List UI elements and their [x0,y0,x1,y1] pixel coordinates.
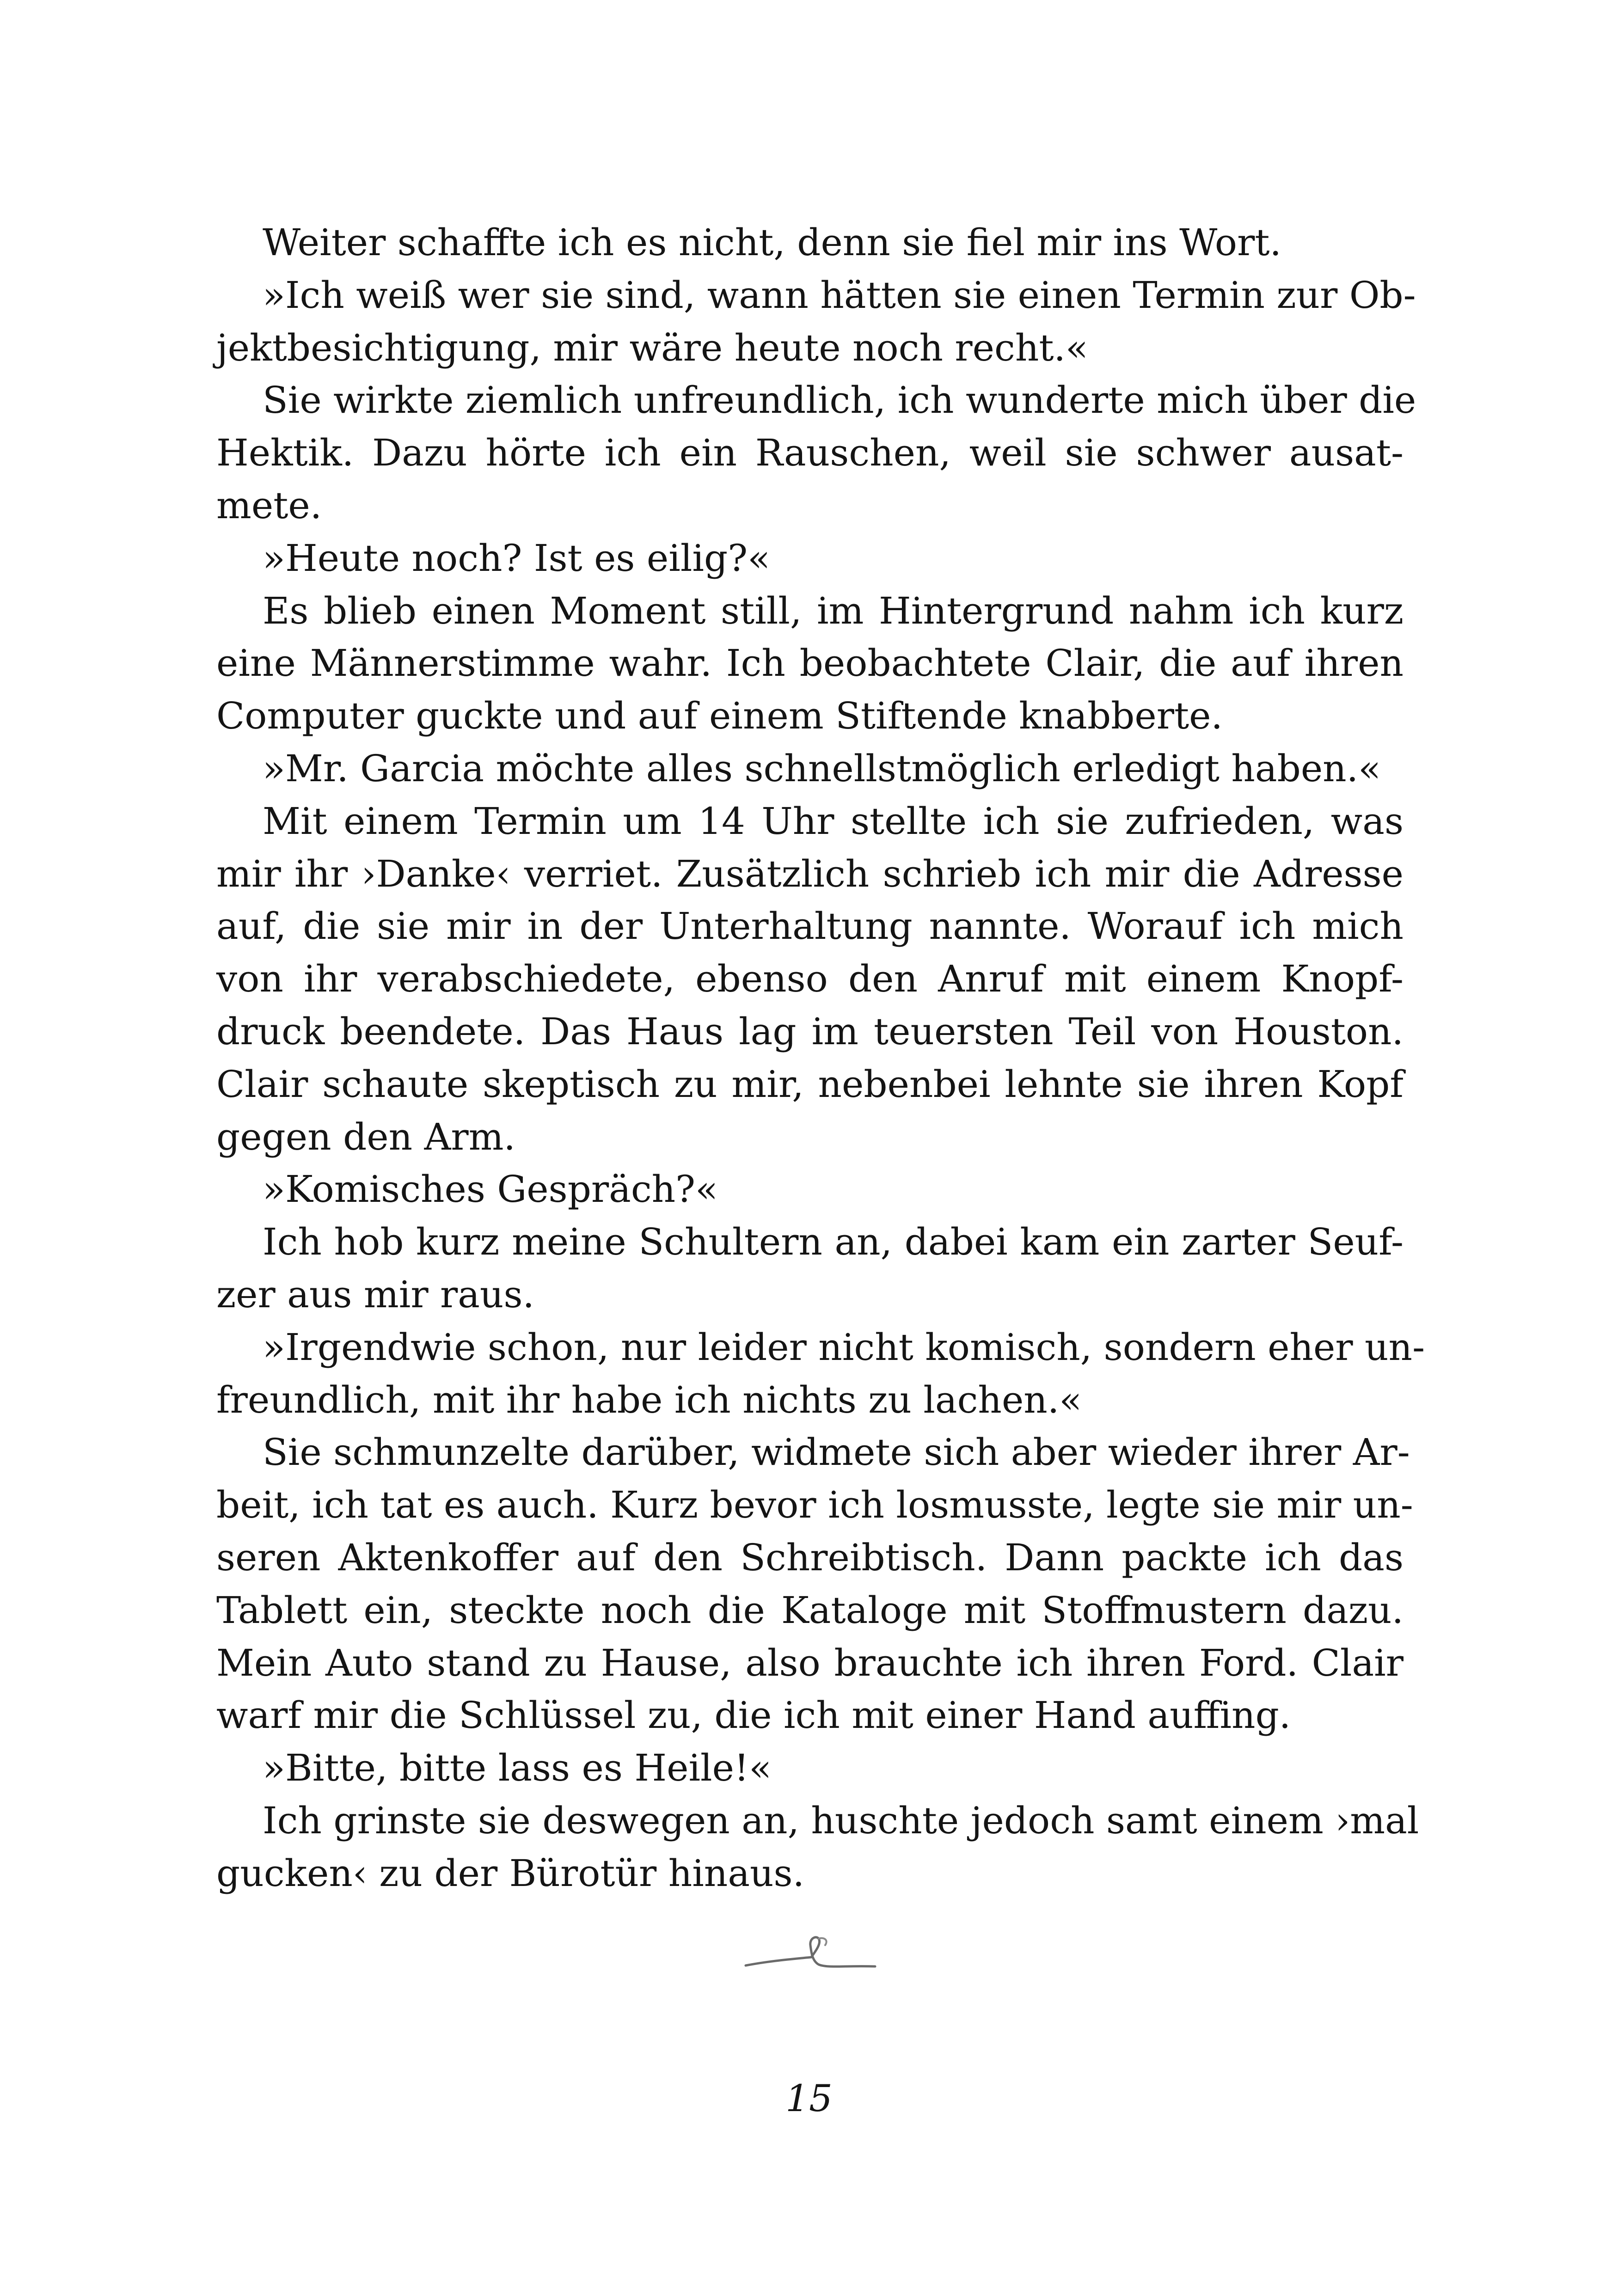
paragraph [216,216,1403,269]
text-line: Computer guckte und auf einem Stiftende knabberte. [216,694,1223,738]
paragraph [216,1742,1403,1794]
decorative-flourish-icon [742,1932,881,1974]
paragraph [216,269,1416,374]
text-line: mete. [216,484,322,527]
text-line: »Mr. Garcia möchte alles schnellstmöglich erledigt haben.« [263,747,1381,790]
text-line: Tablett ein, steckte noch die Kataloge mit Stoffmustern dazu. [216,1588,1403,1632]
text-line: jektbesichtigung, mir wäre heute noch recht.« [216,326,1088,369]
paragraph [216,1321,1425,1427]
text-line: Hektik. Dazu hörte ich ein Rauschen, weil sie schwer ausat- [216,431,1403,475]
paragraph [216,795,1403,1163]
text-line: »Bitte, bitte lass es Heile!« [263,1746,772,1790]
text-line: warf mir die Schlüssel zu, die ich mit einer Hand auffing. [216,1694,1291,1737]
text-line: Sie wirkte ziemlich unfreundlich, ich wunderte mich über die [263,379,1416,422]
text-line: seren Aktenkoffer auf den Schreibtisch. Dann packte ich das [216,1536,1403,1579]
paragraph [216,742,1403,795]
paragraph [216,1794,1419,1900]
text-line: zer aus mir raus. [216,1273,534,1316]
body-text [216,216,1425,1900]
text-line: gegen den Arm. [216,1115,515,1158]
text-line: »Heute noch? Ist es eilig?« [263,536,771,580]
paragraph [216,1216,1403,1321]
text-line: Clair schaute skeptisch zu mir, nebenbei lehnte sie ihren Kopf [216,1062,1403,1106]
text-line: »Ich weiß wer sie sind, wann hätten sie einen Termin zur Ob- [263,273,1416,317]
text-line: Mit einem Termin um 14 Uhr stellte ich sie zufrieden, was [263,799,1403,843]
paragraph [216,532,1403,585]
text-line: »Irgendwie schon, nur leider nicht komisch, sondern eher un- [263,1325,1425,1369]
page-number: 15 [785,2077,833,2120]
text-line: beit, ich tat es auch. Kurz bevor ich losmusste, legte sie mir un- [216,1483,1413,1527]
text-line: mir ihr ›Danke‹ verriet. Zusätzlich schrieb ich mir die Adresse [216,852,1403,895]
text-line: Mein Auto stand zu Hause, also brauchte ich ihren Ford. Clair [216,1641,1403,1684]
text-line: Ich hob kurz meine Schultern an, dabei kam ein zarter Seuf- [263,1220,1403,1264]
text-line: von ihr verabschiedete, ebenso den Anruf mit einem Knopf- [216,957,1403,1001]
text-line: freundlich, mit ihr habe ich nichts zu lachen.« [216,1378,1082,1421]
text-line: Es blieb einen Moment still, im Hintergrund nahm ich kurz [263,589,1403,632]
text-line: Ich grinste sie deswegen an, huschte jedoch samt einem ›mal [263,1799,1419,1842]
text-line: Sie schmunzelte darüber, widmete sich aber wieder ihrer Ar- [263,1431,1410,1474]
text-line: »Komisches Gespräch?« [263,1168,718,1211]
text-line: gucken‹ zu der Bürotür hinaus. [216,1851,805,1895]
text-line: druck beendete. Das Haus lag im teuersten Teil von Houston. [216,1010,1403,1053]
text-line: auf, die sie mir in der Unterhaltung nannte. Worauf ich mich [216,905,1403,948]
paragraph [216,1163,1403,1216]
paragraph [216,374,1416,532]
paragraph [216,1426,1413,1742]
paragraph [216,585,1403,742]
text-line: eine Männerstimme wahr. Ich beobachtete Clair, die auf ihren [216,642,1403,685]
text-line: Weiter schaffte ich es nicht, denn sie fiel mir ins Wort. [263,221,1281,264]
